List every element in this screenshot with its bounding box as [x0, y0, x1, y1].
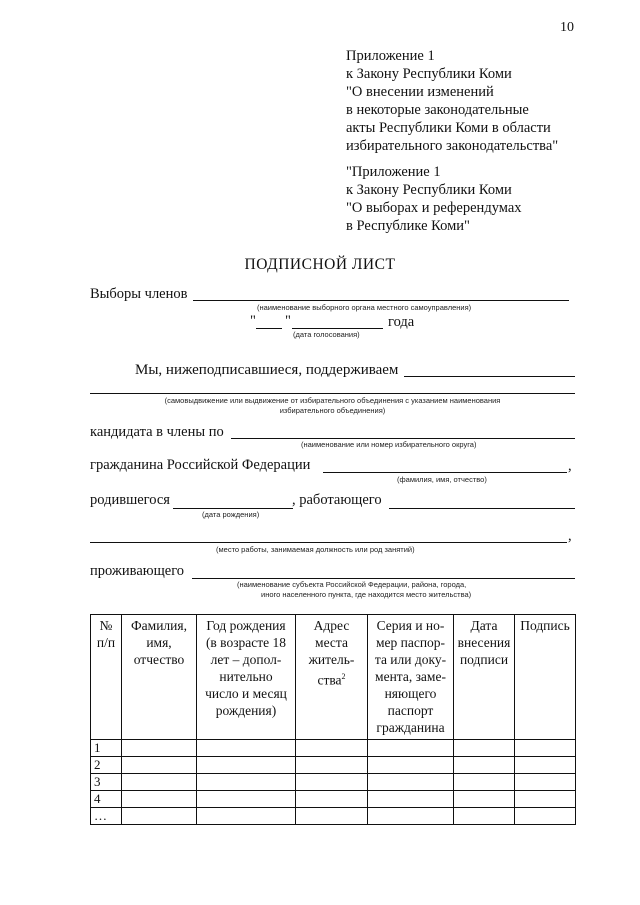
fio-field-line[interactable]	[323, 472, 567, 473]
cell-birth[interactable]	[197, 808, 296, 825]
header-passport: Серия и но- мер паспор- та или доку- мента, заме- няющего паспорт гражданина	[368, 615, 454, 740]
date-caption: (дата голосования)	[293, 330, 360, 339]
header-fio: Фамилия, имя, отчество	[122, 615, 197, 740]
nomination-field-line[interactable]	[90, 393, 575, 394]
cell-fio[interactable]	[122, 791, 197, 808]
residing-label: проживающего	[90, 563, 185, 579]
citizen-comma: ,	[568, 458, 572, 474]
cell-date[interactable]	[454, 808, 515, 825]
table-row	[91, 774, 576, 791]
birthdate-field-line[interactable]	[173, 508, 293, 509]
born-label: родившегося	[90, 492, 170, 508]
work-comma: ,	[568, 528, 572, 544]
cell-signature[interactable]	[515, 757, 576, 774]
cell-signature[interactable]	[515, 774, 576, 791]
cell-address[interactable]	[296, 757, 368, 774]
date-month-field-line[interactable]	[292, 328, 383, 329]
page-number: 10	[560, 20, 574, 35]
date-close-quote: "	[285, 313, 291, 329]
cell-date[interactable]	[454, 774, 515, 791]
header-line: к Закону Республики Коми	[346, 66, 512, 82]
cell-passport[interactable]	[368, 740, 454, 757]
header-line: акты Республики Коми в области	[346, 120, 551, 136]
cell-passport[interactable]	[368, 774, 454, 791]
header-num: № п/п	[91, 615, 122, 740]
row-number: 2	[91, 757, 122, 774]
appendix-main-header	[346, 163, 522, 235]
cell-passport[interactable]	[368, 808, 454, 825]
cell-birth[interactable]	[197, 740, 296, 757]
table-row	[91, 808, 576, 825]
signature-table	[90, 614, 576, 825]
cell-passport[interactable]	[368, 757, 454, 774]
header-line: к Закону Республики Коми	[346, 182, 512, 198]
cell-birth[interactable]	[197, 791, 296, 808]
table-row	[91, 757, 576, 774]
workplace-field-line[interactable]	[389, 508, 575, 509]
year-label: года	[388, 314, 415, 330]
document-title: ПОДПИСНОЙ ЛИСТ	[244, 256, 396, 273]
row-number: …	[91, 808, 122, 825]
cell-address[interactable]	[296, 791, 368, 808]
row-number: 4	[91, 791, 122, 808]
header-signature: Подпись	[515, 615, 576, 740]
cell-date[interactable]	[454, 791, 515, 808]
header-line: "Приложение 1	[346, 164, 441, 180]
header-line: "О выборах и референдумах	[346, 200, 522, 216]
cell-signature[interactable]	[515, 808, 576, 825]
cell-fio[interactable]	[122, 774, 197, 791]
date-day-field-line[interactable]	[256, 328, 282, 329]
cell-fio[interactable]	[122, 740, 197, 757]
row-number: 1	[91, 740, 122, 757]
date-open-quote: "	[250, 313, 256, 329]
elections-label: Выборы членов	[90, 286, 188, 302]
born-caption: (дата рождения)	[202, 510, 260, 519]
cell-date[interactable]	[454, 757, 515, 774]
nomination-caption: (самовыдвижение или выдвижение от избирательного объединения с указанием наименования	[164, 396, 501, 405]
residence-caption: иного населенного пункта, где находится место жительства)	[261, 590, 472, 599]
fio-caption: (фамилия, имя, отчество)	[397, 475, 487, 484]
header-address: Адрес места житель- ства$^2$	[296, 615, 368, 740]
nomination-caption: избирательного объединения)	[279, 406, 386, 415]
cell-passport[interactable]	[368, 791, 454, 808]
header-line: избирательного законодательства"	[346, 138, 559, 154]
cell-address[interactable]	[296, 740, 368, 757]
cell-fio[interactable]	[122, 757, 197, 774]
header-line: в некоторые законодательные	[346, 102, 529, 118]
elections-field-line[interactable]	[193, 300, 569, 301]
residence-caption: (наименование субъекта Российской Федерации, района, города,	[237, 580, 467, 589]
support-field-line[interactable]	[404, 376, 575, 377]
table-row	[91, 740, 576, 757]
cell-birth[interactable]	[197, 757, 296, 774]
appendix-amending-header	[346, 47, 558, 155]
working-label: , работающего	[292, 492, 382, 508]
work-caption: (место работы, занимаемая должность или род занятий)	[216, 545, 415, 554]
footnote-marker: 2	[341, 672, 346, 681]
table-header-row	[91, 615, 576, 740]
candidate-label: кандидата в члены по	[90, 424, 224, 440]
cell-birth[interactable]	[197, 774, 296, 791]
row-number: 3	[91, 774, 122, 791]
we-support-text: Мы, нижеподписавшиеся, поддерживаем	[135, 362, 399, 378]
cell-address[interactable]	[296, 774, 368, 791]
cell-signature[interactable]	[515, 740, 576, 757]
district-caption: (наименование или номер избирательного округа)	[301, 440, 477, 449]
header-line: "О внесении изменений	[346, 84, 494, 100]
cell-address[interactable]	[296, 808, 368, 825]
district-field-line[interactable]	[231, 438, 575, 439]
workplace-field-line-2[interactable]	[90, 542, 567, 543]
header-date-signed: Дата внесения подписи	[454, 615, 515, 740]
cell-date[interactable]	[454, 740, 515, 757]
cell-signature[interactable]	[515, 791, 576, 808]
header-birth-year: Год рождения (в возрасте 18 лет – допол- нительно число и месяц рождения)	[197, 615, 296, 740]
residence-field-line[interactable]	[192, 578, 575, 579]
header-line: в Республике Коми"	[346, 218, 470, 234]
header-line: Приложение 1	[346, 48, 435, 64]
cell-fio[interactable]	[122, 808, 197, 825]
elections-caption: (наименование выборного органа местного самоуправления)	[257, 303, 472, 312]
table-row	[91, 791, 576, 808]
citizen-label: гражданина Российской Федерации	[90, 457, 311, 473]
